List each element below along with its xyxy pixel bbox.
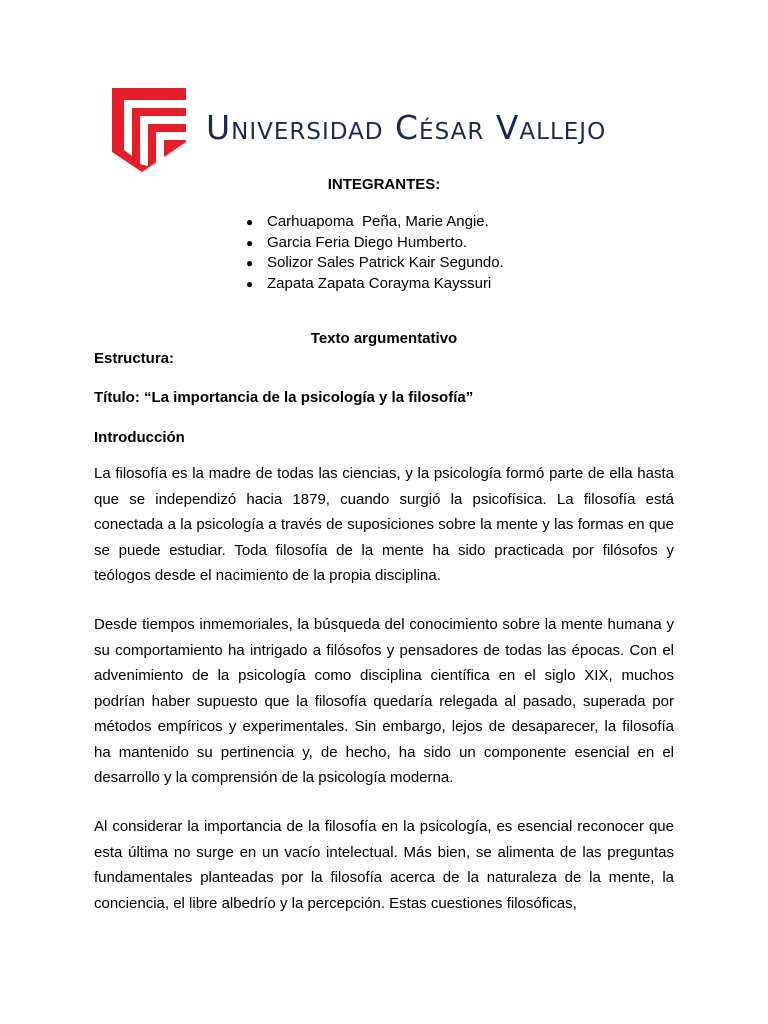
university-logo (110, 86, 670, 176)
list-item: ● Carhuapoma Peña, Marie Angie. (246, 212, 504, 233)
list-item: ● Zapata Zapata Corayma Kayssuri (246, 274, 504, 295)
document-type: Texto argumentativo (310, 330, 458, 347)
members-list (246, 212, 504, 294)
structure-label: Estructura: (94, 350, 175, 367)
section-heading: Introducción (94, 429, 185, 446)
list-item: ● Garcia Feria Diego Humberto. (246, 233, 504, 254)
members-heading: INTEGRANTES: (327, 176, 441, 193)
paragraph: Al considerar la importancia de la filosofía en la psicología, es esencial reconocer que esta última no surge en un vacío intelectual. Más bien, se alimenta de las preguntas fundamentales planteadas por la filosofía acerca de la naturaleza de la mente, la conciencia, el libre albedrío y la percepción. Estas cuestiones filosóficas, (94, 818, 674, 912)
paragraph: Desde tiempos inmemoriales, la búsqueda del conocimiento sobre la mente humana y su comportamiento ha intrigado a filósofos y pensadores de todas las épocas. Con el advenimiento de la psicología como disciplina científica en el siglo XIX, muchos podrían haber supuesto que la filosofía quedaría relegada al pasado, superada por métodos empíricos y experimentales. Sin embargo, lejos de desaparecer, la filosofía ha mantenido su pertinencia y, de hecho, ha sido un componente esencial en el desarrollo y la comprensión de la psicología moderna. (94, 616, 674, 786)
document-title: Título: “La importancia de la psicología y la filosofía” (94, 389, 474, 406)
paragraph: La filosofía es la madre de todas las ciencias, y la psicología formó parte de ella hasta que se independizó hacia 1879, cuando surgió la psicofísica. La filosofía está conectada a la psicología a través de suposiciones sobre la mente y las formas en que se puede estudiar. Toda filosofía de la mente ha sido practicada por filósofos y teólogos desde el nacimiento de la propia disciplina. (94, 465, 674, 584)
university-shield-icon (110, 86, 188, 174)
list-item: ● Solizor Sales Patrick Kair Segundo. (246, 253, 504, 274)
university-name: Universidad César Vallejo (206, 108, 607, 147)
